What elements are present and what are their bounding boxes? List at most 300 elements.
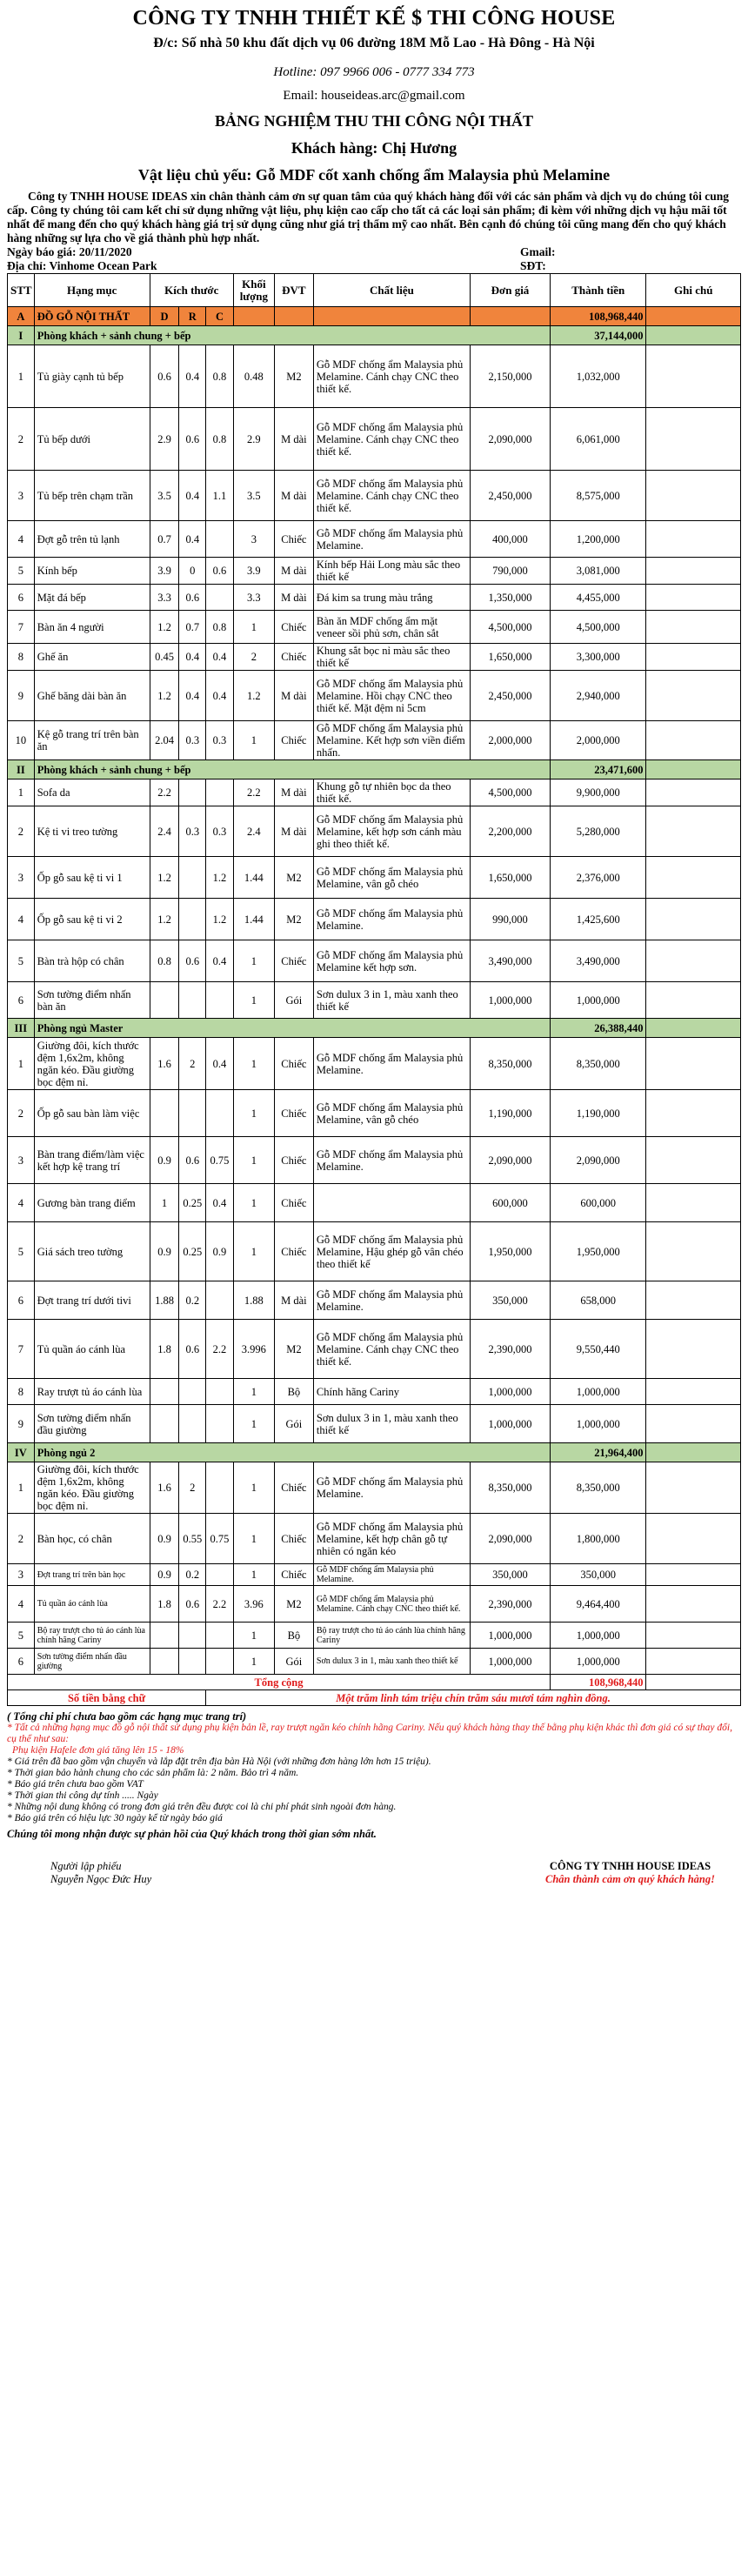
row-item-name: Đợt trang trí trên bàn học	[34, 1564, 150, 1586]
table-row	[8, 1137, 741, 1184]
row-dim-d: 0.7	[150, 521, 179, 558]
table-row	[8, 408, 741, 471]
row-note	[646, 1462, 741, 1514]
row-note	[646, 1514, 741, 1564]
company-address: Đ/c: Số nhà 50 khu đất dịch vụ 06 đường 18M Mỗ Lao - Hà Đông - Hà Nội	[153, 36, 595, 50]
row-material: Khung sắt bọc nỉ màu sắc theo thiết kế	[313, 644, 470, 671]
row-unit-price: 1,650,000	[470, 857, 550, 899]
section-header-row	[8, 1443, 741, 1462]
row-note	[646, 1623, 741, 1649]
row-material: Khung gỗ tự nhiên bọc da theo thiết kế.	[313, 779, 470, 806]
col-item: Hạng mục	[34, 274, 150, 307]
row-amount: 1,032,000	[551, 345, 646, 408]
row-dim-r: 0.4	[179, 471, 206, 521]
notes-heading: ( Tổng chi phí chưa bao gồm các hạng mục trang trí)	[7, 1710, 247, 1723]
row-unit-price: 8,350,000	[470, 1462, 550, 1514]
table-header	[8, 274, 741, 307]
notes-accessory: * Tất cả những hạng mục đồ gỗ nội thất sử dụng phụ kiện bản lề, ray trượt ngăn kéo chính hãng Cariny. Nếu quý khách hàng thay thế bằng phụ kiện khác thì đơn giá có sự thay đổi, cụ thể như sau:	[7, 1723, 732, 1744]
row-amount: 2,090,000	[551, 1137, 646, 1184]
row-unit: M dài	[274, 806, 313, 857]
row-dim-d	[150, 1623, 179, 1649]
site-address: Địa chỉ: Vinhome Ocean Park	[7, 259, 157, 272]
row-stt: 8	[8, 1379, 35, 1405]
row-material: Gỗ MDF chống ẩm Malaysia phủ Melamine.	[313, 1137, 470, 1184]
table-row	[8, 857, 741, 899]
row-dim-d: 3.5	[150, 471, 179, 521]
section-total: 21,964,400	[551, 1443, 646, 1462]
row-dim-c	[206, 1405, 234, 1443]
row-unit-price: 1,000,000	[470, 1649, 550, 1675]
row-note	[646, 1649, 741, 1675]
row-stt: 4	[8, 899, 35, 940]
row-dim-r: 0.4	[179, 521, 206, 558]
table-row	[8, 1320, 741, 1379]
table-row	[8, 471, 741, 521]
row-amount: 4,455,000	[551, 585, 646, 611]
creator-label: Người lập phiếu	[50, 1860, 122, 1872]
row-stt: 1	[8, 1462, 35, 1514]
row-unit-price: 1,000,000	[470, 1405, 550, 1443]
row-quantity: 1	[233, 940, 274, 982]
row-note	[646, 1137, 741, 1184]
col-qty: Khối lượng	[233, 274, 274, 307]
row-dim-c	[206, 521, 234, 558]
row-dim-c: 2.2	[206, 1320, 234, 1379]
table-row	[8, 1379, 741, 1405]
table-row	[8, 1090, 741, 1137]
row-dim-r: 2	[179, 1038, 206, 1090]
row-note	[646, 1090, 741, 1137]
row-dim-d: 3.9	[150, 558, 179, 585]
row-item-name: Bộ ray trượt cho tủ áo cánh lùa chính hãng Cariny	[34, 1623, 150, 1649]
row-unit-price: 2,090,000	[470, 1137, 550, 1184]
creator-name: Nguyễn Ngọc Đức Huy	[50, 1873, 152, 1885]
row-quantity: 1.2	[233, 671, 274, 721]
row-unit: Gói	[274, 982, 313, 1019]
table-row	[8, 982, 741, 1019]
row-dim-c: 1.1	[206, 471, 234, 521]
row-unit: Chiếc	[274, 1137, 313, 1184]
row-unit-price: 600,000	[470, 1184, 550, 1222]
row-note	[646, 345, 741, 408]
row-item-name: Ốp gỗ sau kệ ti vi 2	[34, 899, 150, 940]
row-item-name: Giường đôi, kích thước đệm 1,6x2m, không ngăn kéo. Đầu giường bọc đệm nỉ.	[34, 1038, 150, 1090]
section-name: Phòng ngủ Master	[34, 1019, 550, 1038]
row-material: Sơn dulux 3 in 1, màu xanh theo thiết kế	[313, 1649, 470, 1675]
row-quantity: 3.96	[233, 1586, 274, 1623]
customer-name: Khách hàng: Chị Hương	[291, 139, 457, 157]
row-unit: Chiếc	[274, 1222, 313, 1281]
table-row	[8, 611, 741, 644]
section-header-row	[8, 326, 741, 345]
row-unit-price: 350,000	[470, 1564, 550, 1586]
row-quantity: 1	[233, 1462, 274, 1514]
row-material: Sơn dulux 3 in 1, màu xanh theo thiết kế	[313, 982, 470, 1019]
row-amount: 2,940,000	[551, 671, 646, 721]
row-item-name: Gương bàn trang điểm	[34, 1184, 150, 1222]
row-stt: 9	[8, 1405, 35, 1443]
row-dim-r: 0.7	[179, 611, 206, 644]
row-unit: M dài	[274, 1281, 313, 1320]
row-material: Gỗ MDF chống ẩm Malaysia phủ Melamine, kết hợp sơn cánh màu ghi theo thiết kế.	[313, 806, 470, 857]
row-material: Gỗ MDF chống ẩm Malaysia phủ Melamine. Cánh chạy CNC theo thiết kế.	[313, 1320, 470, 1379]
row-note	[646, 585, 741, 611]
row-note	[646, 644, 741, 671]
row-dim-c: 0.4	[206, 940, 234, 982]
row-dim-c	[206, 1281, 234, 1320]
row-note	[646, 471, 741, 521]
section-header-row	[8, 1019, 741, 1038]
email: Email: houseideas.arc@gmail.com	[283, 89, 465, 103]
row-note	[646, 1184, 741, 1222]
row-stt: 5	[8, 940, 35, 982]
main-material: Vật liệu chủ yếu: Gỗ MDF cốt xanh chống ẩm Malaysia phủ Melamine	[137, 166, 611, 184]
row-stt: 3	[8, 857, 35, 899]
row-item-name: Tủ giày cạnh tủ bếp	[34, 345, 150, 408]
row-dim-r	[179, 1405, 206, 1443]
row-item-name: Kệ ti vi treo tường	[34, 806, 150, 857]
table-row	[8, 521, 741, 558]
table-row	[8, 585, 741, 611]
row-stt: 6	[8, 1649, 35, 1675]
row-item-name: Tủ quần áo cánh lùa	[34, 1586, 150, 1623]
row-dim-c	[206, 1090, 234, 1137]
row-dim-d: 0.45	[150, 644, 179, 671]
row-note	[646, 1586, 741, 1623]
table-row	[8, 644, 741, 671]
row-unit: M dài	[274, 585, 313, 611]
row-note	[646, 806, 741, 857]
row-stt: 3	[8, 1564, 35, 1586]
table-row	[8, 899, 741, 940]
row-dim-c: 0.4	[206, 671, 234, 721]
row-unit: M2	[274, 1320, 313, 1379]
section-total: 26,388,440	[551, 1019, 646, 1038]
row-unit: Bộ	[274, 1379, 313, 1405]
row-dim-d: 1.2	[150, 611, 179, 644]
table-row	[8, 1184, 741, 1222]
row-dim-r: 0.6	[179, 940, 206, 982]
row-dim-c: 0.4	[206, 644, 234, 671]
closing-note: Chúng tôi mong nhận được sự phản hồi của Quý khách trong thời gian sớm nhất.	[7, 1828, 377, 1840]
row-dim-r: 0.3	[179, 806, 206, 857]
row-unit: Chiếc	[274, 721, 313, 760]
table-row	[8, 1281, 741, 1320]
row-dim-d	[150, 1090, 179, 1137]
row-unit-price: 2,390,000	[470, 1586, 550, 1623]
col-price: Đơn giá	[470, 274, 550, 307]
row-dim-c	[206, 1564, 234, 1586]
row-note	[646, 1222, 741, 1281]
row-quantity: 1	[233, 611, 274, 644]
row-dim-d: 2.4	[150, 806, 179, 857]
row-dim-d: 1.2	[150, 857, 179, 899]
row-dim-r: 0.55	[179, 1514, 206, 1564]
row-dim-c: 2.2	[206, 1586, 234, 1623]
footer-company: CÔNG TY TNHH HOUSE IDEAS	[549, 1860, 711, 1872]
row-material: Gỗ MDF chống ẩm Malaysia phủ Melamine, vân gỗ chéo	[313, 1090, 470, 1137]
row-dim-r	[179, 1090, 206, 1137]
table-row	[8, 1222, 741, 1281]
hotline: Hotline: 097 9966 006 - 0777 334 773	[273, 65, 475, 79]
row-material: Gỗ MDF chống ẩm Malaysia phủ Melamine. Cánh chạy CNC theo thiết kế.	[313, 471, 470, 521]
row-amount: 8,350,000	[551, 1462, 646, 1514]
row-unit: M dài	[274, 408, 313, 471]
row-stt: 2	[8, 1514, 35, 1564]
row-stt: 7	[8, 611, 35, 644]
row-dim-d: 1.6	[150, 1462, 179, 1514]
row-item-name: Ốp gỗ sau bàn làm việc	[34, 1090, 150, 1137]
col-size: Kích thước	[150, 274, 233, 307]
row-amount: 3,300,000	[551, 644, 646, 671]
row-unit: Chiếc	[274, 1090, 313, 1137]
row-unit: M dài	[274, 671, 313, 721]
row-stt: 6	[8, 1281, 35, 1320]
row-material: Gỗ MDF chống ẩm Malaysia phủ Melamine.	[313, 1564, 470, 1586]
section-code: IV	[8, 1443, 35, 1462]
row-unit-price: 2,090,000	[470, 1514, 550, 1564]
row-quantity: 1	[233, 1379, 274, 1405]
row-dim-r: 0	[179, 558, 206, 585]
row-unit: Chiếc	[274, 1462, 313, 1514]
table-row	[8, 1623, 741, 1649]
row-dim-d: 1.6	[150, 1038, 179, 1090]
row-quantity: 2.2	[233, 779, 274, 806]
row-quantity: 2	[233, 644, 274, 671]
row-amount: 1,425,600	[551, 899, 646, 940]
row-item-name: Ốp gỗ sau kệ ti vi 1	[34, 857, 150, 899]
row-dim-c: 0.4	[206, 1038, 234, 1090]
row-material: Gỗ MDF chống ẩm Malaysia phủ Melamine, kết hợp chân gỗ tự nhiên có ngăn kéo	[313, 1514, 470, 1564]
row-dim-c: 0.3	[206, 806, 234, 857]
row-material: Sơn dulux 3 in 1, màu xanh theo thiết kế	[313, 1405, 470, 1443]
row-material: Bàn ăn MDF chống ẩm mặt veneer sồi phủ sơn, chân sắt	[313, 611, 470, 644]
row-item-name: Tủ bếp trên chạm trần	[34, 471, 150, 521]
notes-hafele: Phụ kiện Hafele đơn giá tăng lên 15 - 18%	[12, 1745, 184, 1756]
row-note	[646, 1564, 741, 1586]
row-note	[646, 721, 741, 760]
row-note	[646, 982, 741, 1019]
row-material: Đá kim sa trung màu trắng	[313, 585, 470, 611]
row-dim-d: 1	[150, 1184, 179, 1222]
row-dim-c	[206, 1462, 234, 1514]
row-item-name: Bàn học, có chân	[34, 1514, 150, 1564]
row-quantity: 1	[233, 1137, 274, 1184]
row-amount: 1,000,000	[551, 1649, 646, 1675]
section-name: Phòng khách + sảnh chung + bếp	[34, 326, 550, 345]
col-unit: ĐVT	[274, 274, 313, 307]
intro-text: Công ty TNHH HOUSE IDEAS xin chân thành cảm ơn sự quan tâm của quý khách hàng đối với các sản phẩm và dịch vụ do chúng tôi cung cấp. Công ty chúng tôi cam kết chỉ sử dụng những vật liệu, phụ kiện cao cấp cho tất cả các loại sản phẩm; đi kèm với những dịch vụ hậu mãi tốt nhất để mang đến cho quý khách hàng giá trị sử dụng cũng như giá trị thẩm mỹ cao nhất. Bên cạnh đó chúng tôi cũng mang đến cho quý khách hàng những sự lựa cho về giá thành phù hợp nhất.	[7, 190, 730, 244]
row-amount: 1,000,000	[551, 1379, 646, 1405]
row-unit: M2	[274, 1586, 313, 1623]
table-row	[8, 779, 741, 806]
row-item-name: Sơn tường điểm nhấn đầu giường	[34, 1405, 150, 1443]
section-code: A	[8, 307, 35, 326]
row-amount: 658,000	[551, 1281, 646, 1320]
row-amount: 8,350,000	[551, 1038, 646, 1090]
row-item-name: Đợt trang trí dưới tivi	[34, 1281, 150, 1320]
row-amount: 2,376,000	[551, 857, 646, 899]
row-dim-r: 0.25	[179, 1184, 206, 1222]
row-item-name: Ray trượt tủ áo cánh lùa	[34, 1379, 150, 1405]
row-note	[646, 521, 741, 558]
row-dim-d: 1.2	[150, 671, 179, 721]
row-material: Chính hãng Cariny	[313, 1379, 470, 1405]
row-unit-price: 1,190,000	[470, 1090, 550, 1137]
words-label: Số tiền bằng chữ	[8, 1690, 206, 1706]
note-line: * Báo giá trên có hiệu lực 30 ngày kể từ ngày báo giá	[7, 1813, 223, 1823]
footer-thanks: Chân thành cảm ơn quý khách hàng!	[545, 1873, 715, 1885]
row-quantity: 3.996	[233, 1320, 274, 1379]
row-unit: Chiếc	[274, 1564, 313, 1586]
row-unit: M dài	[274, 779, 313, 806]
col-material: Chất liệu	[313, 274, 470, 307]
row-dim-r	[179, 1379, 206, 1405]
note-line: * Báo giá trên chưa bao gồm VAT	[7, 1779, 144, 1790]
row-item-name: Sơn tường điểm nhấn bàn ăn	[34, 982, 150, 1019]
row-quantity: 3.9	[233, 558, 274, 585]
row-dim-d: 0.9	[150, 1514, 179, 1564]
table-row	[8, 1586, 741, 1623]
gmail-label: Gmail:	[520, 245, 556, 258]
row-note	[646, 408, 741, 471]
quotation-page	[0, 7, 748, 1886]
row-dim-c: 1.2	[206, 899, 234, 940]
row-amount: 1,200,000	[551, 521, 646, 558]
row-quantity: 3.5	[233, 471, 274, 521]
row-amount: 3,490,000	[551, 940, 646, 982]
row-quantity: 1	[233, 1649, 274, 1675]
row-quantity: 1.44	[233, 899, 274, 940]
row-unit: Bộ	[274, 1623, 313, 1649]
row-item-name: Kệ gỗ trang trí trên bàn ăn	[34, 721, 150, 760]
row-material: Gỗ MDF chống ẩm Malaysia phủ Melamine.	[313, 899, 470, 940]
row-note	[646, 558, 741, 585]
row-stt: 2	[8, 806, 35, 857]
row-material: Gỗ MDF chống ẩm Malaysia phủ Melamine.	[313, 1038, 470, 1090]
row-note	[646, 1379, 741, 1405]
section-total: 108,968,440	[551, 307, 646, 326]
row-quantity: 0.48	[233, 345, 274, 408]
row-unit: M dài	[274, 471, 313, 521]
meta-row-1	[7, 245, 741, 259]
row-amount: 3,081,000	[551, 558, 646, 585]
row-unit-price: 2,390,000	[470, 1320, 550, 1379]
quote-date: Ngày báo giá: 20/11/2020	[7, 245, 132, 258]
row-item-name: Tủ bếp dưới	[34, 408, 150, 471]
row-item-name: Bàn trà hộp có chân	[34, 940, 150, 982]
row-dim-d: 0.6	[150, 345, 179, 408]
row-item-name: Bàn trang điểm/làm việc kết hợp kệ trang trí	[34, 1137, 150, 1184]
row-unit: Chiếc	[274, 940, 313, 982]
document-title: BẢNG NGHIỆM THU THI CÔNG NỘI THẤT	[214, 112, 534, 130]
row-amount: 9,550,440	[551, 1320, 646, 1379]
row-unit-price: 3,490,000	[470, 940, 550, 982]
row-unit-price: 1,000,000	[470, 982, 550, 1019]
row-item-name: Sơn tường điểm nhấn đầu giường	[34, 1649, 150, 1675]
section-header-row	[8, 760, 741, 779]
table-row	[8, 345, 741, 408]
row-material: Gỗ MDF chống ẩm Malaysia phủ Melamine. Kết hợp sơn viền điểm nhấn.	[313, 721, 470, 760]
table-row	[8, 721, 741, 760]
row-dim-c: 0.8	[206, 345, 234, 408]
row-dim-d: 2.9	[150, 408, 179, 471]
row-amount: 9,900,000	[551, 779, 646, 806]
row-amount: 1,000,000	[551, 1405, 646, 1443]
row-unit-price: 1,350,000	[470, 585, 550, 611]
row-dim-c: 0.75	[206, 1137, 234, 1184]
row-dim-d: 0.8	[150, 940, 179, 982]
row-dim-d: 1.2	[150, 899, 179, 940]
row-note	[646, 1281, 741, 1320]
row-quantity: 1	[233, 1090, 274, 1137]
table-row	[8, 1462, 741, 1514]
row-material: Gỗ MDF chống ẩm Malaysia phủ Melamine. Cánh chạy CNC theo thiết kế.	[313, 408, 470, 471]
row-dim-d: 3.3	[150, 585, 179, 611]
row-unit-price: 8,350,000	[470, 1038, 550, 1090]
note-line: * Thời gian thi công dự tính ..... Ngày	[7, 1790, 158, 1801]
row-stt: 4	[8, 1184, 35, 1222]
row-quantity: 1	[233, 1222, 274, 1281]
row-dim-r	[179, 982, 206, 1019]
section-code: III	[8, 1019, 35, 1038]
row-quantity: 1	[233, 1564, 274, 1586]
row-amount: 1,000,000	[551, 1623, 646, 1649]
row-unit-price: 4,500,000	[470, 779, 550, 806]
row-note	[646, 940, 741, 982]
row-stt: 2	[8, 408, 35, 471]
row-stt: 3	[8, 1137, 35, 1184]
row-dim-d: 0.9	[150, 1564, 179, 1586]
row-unit: Chiếc	[274, 611, 313, 644]
row-item-name: Tủ quần áo cánh lùa	[34, 1320, 150, 1379]
note-line: * Giá trên đã bao gồm vận chuyển và lắp đặt trên địa bàn Hà Nội (với những đơn hàng lớn hơn 15 triệu).	[7, 1756, 431, 1767]
row-stt: 7	[8, 1320, 35, 1379]
notes-block	[7, 1711, 741, 1824]
row-material: Gỗ MDF chống ẩm Malaysia phủ Melamine.	[313, 1462, 470, 1514]
meta-row-2	[7, 259, 741, 273]
col-stt: STT	[8, 274, 35, 307]
row-unit-price: 2,450,000	[470, 671, 550, 721]
row-quantity: 1.44	[233, 857, 274, 899]
row-dim-r: 0.6	[179, 1320, 206, 1379]
dim-d-header: D	[150, 307, 179, 326]
row-note	[646, 1320, 741, 1379]
row-amount: 4,500,000	[551, 611, 646, 644]
row-dim-c	[206, 585, 234, 611]
section-total: 23,471,600	[551, 760, 646, 779]
row-unit: Chiếc	[274, 1038, 313, 1090]
row-unit: M2	[274, 345, 313, 408]
row-item-name: Sofa da	[34, 779, 150, 806]
note-line: * Những nội dung không có trong đơn giá trên đều được coi là chi phí phát sinh ngoài đơn hàng.	[7, 1802, 397, 1812]
col-note: Ghi chú	[646, 274, 741, 307]
company-sign	[545, 1860, 715, 1886]
row-unit: Chiếc	[274, 1514, 313, 1564]
row-item-name: Mặt đá bếp	[34, 585, 150, 611]
row-stt: 4	[8, 1586, 35, 1623]
row-dim-d: 0.9	[150, 1222, 179, 1281]
quotation-table	[7, 273, 741, 1706]
row-stt: 5	[8, 558, 35, 585]
note-line: * Thời gian bảo hành chung cho các sản phẩm là: 2 năm. Bảo trì 4 năm.	[7, 1768, 299, 1778]
row-note	[646, 857, 741, 899]
row-quantity: 3.3	[233, 585, 274, 611]
row-stt: 5	[8, 1222, 35, 1281]
row-note	[646, 899, 741, 940]
row-dim-r: 0.25	[179, 1222, 206, 1281]
table-row	[8, 1564, 741, 1586]
